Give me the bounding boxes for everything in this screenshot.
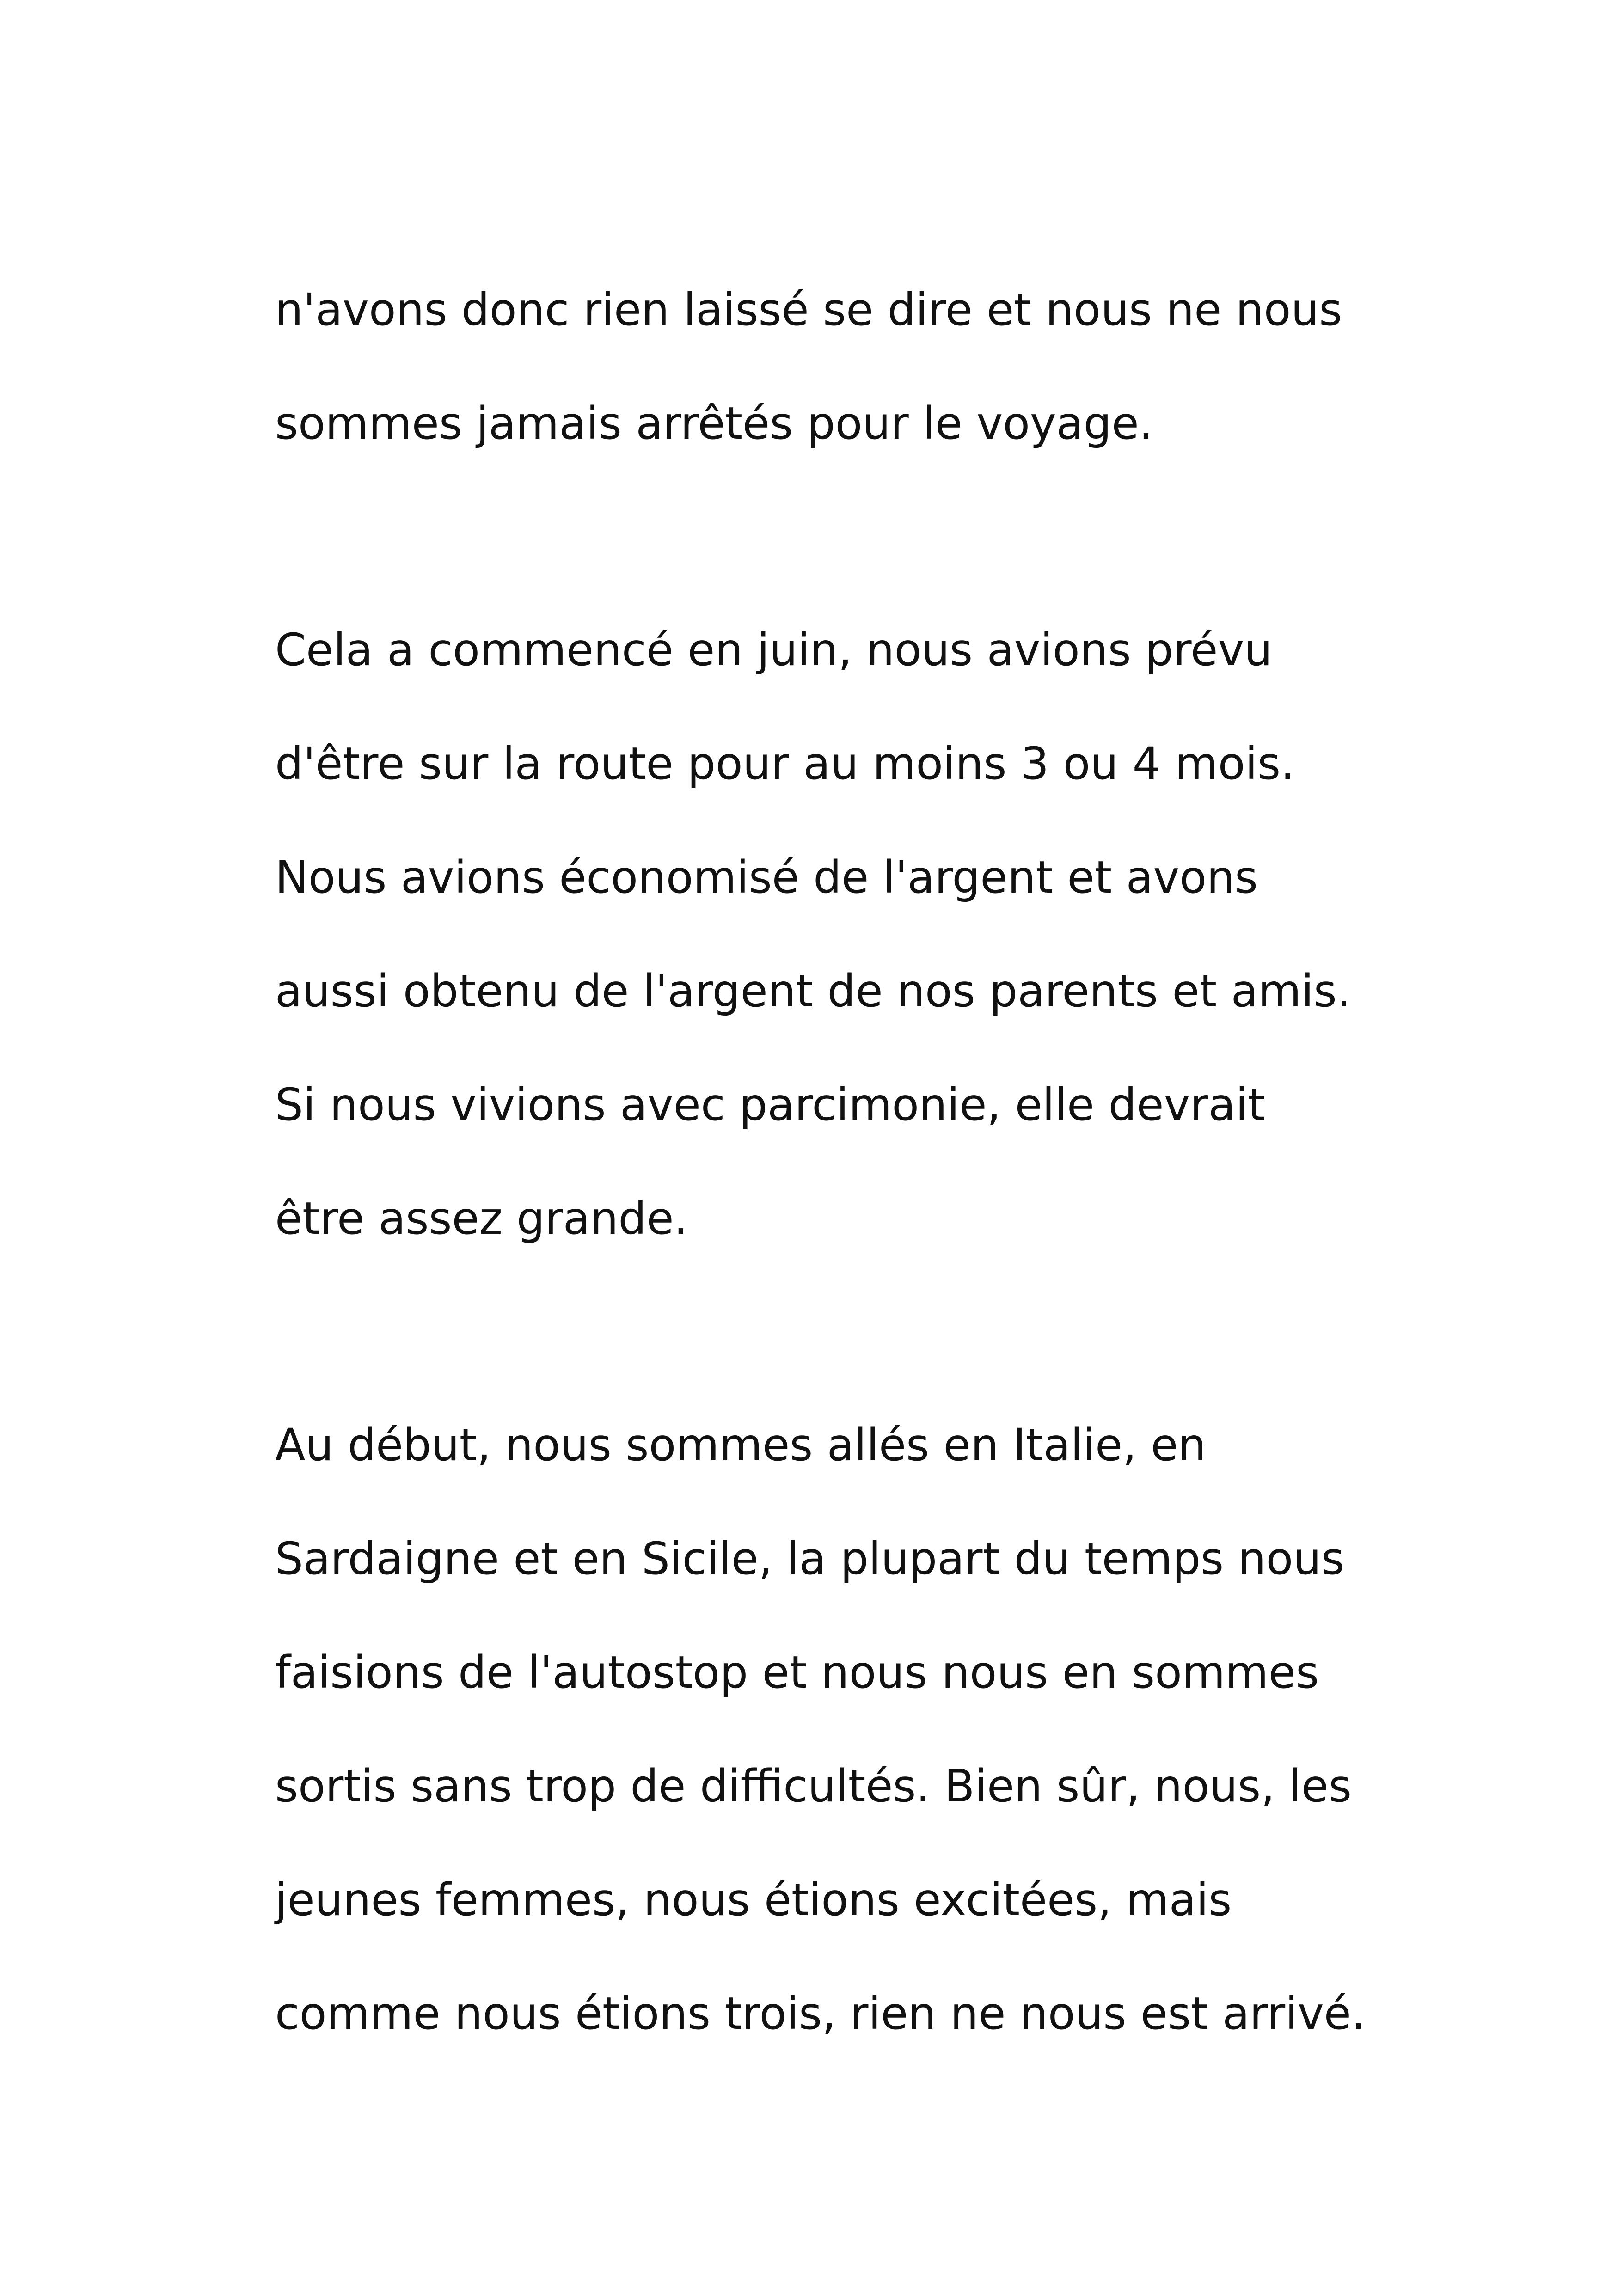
text-line: d'être sur la route pour au moins 3 ou 4 mois.	[275, 738, 1295, 790]
text-line: sortis sans trop de difficultés. Bien sûr, nous, les	[275, 1760, 1352, 1812]
text-line: Sardaigne et en Sicile, la plupart du temps nous	[275, 1533, 1345, 1585]
text-line: jeunes femmes, nous étions excitées, mais	[275, 1874, 1232, 1926]
text-line: aussi obtenu de l'argent de nos parents et amis.	[275, 965, 1351, 1017]
text-line: Cela a commencé en juin, nous avions prévu	[275, 624, 1273, 676]
text-line: n'avons donc rien laissé se dire et nous ne nous	[275, 284, 1342, 336]
text-line: être assez grande.	[275, 1193, 688, 1244]
text-line: faisions de l'autostop et nous nous en sommes	[275, 1647, 1319, 1698]
text-line: comme nous étions trois, rien ne nous est arrivé.	[275, 1988, 1366, 2039]
text-line: sommes jamais arrêtés pour le voyage.	[275, 398, 1153, 449]
text-line: Au début, nous sommes allés en Italie, en	[275, 1419, 1207, 1471]
text-line: Si nous vivions avec parcimonie, elle devrait	[275, 1079, 1265, 1131]
text-line: Nous avions économisé de l'argent et avons	[275, 851, 1258, 903]
